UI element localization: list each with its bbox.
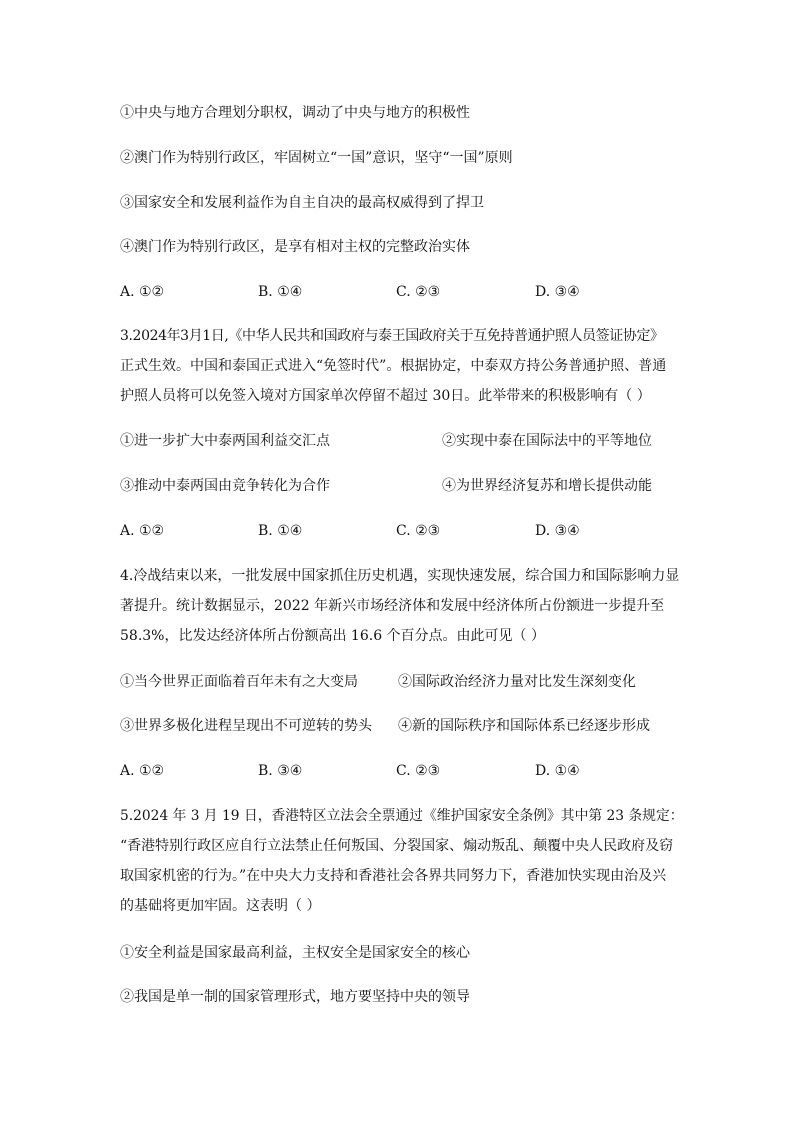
- q2-choice-c: C. ②③: [396, 284, 441, 300]
- q5-option-2: ②我国是单一制的国家管理形式，地方要坚持中央的领导: [120, 989, 470, 1005]
- q4-stem-line-1: 4.冷战结束以来，一批发展中国家抓住历史机遇，实现快速发展，综合国力和国际影响力显: [120, 568, 680, 584]
- q2-choice-d: D. ③④: [535, 284, 580, 300]
- q5-option-1: ①安全利益是国家最高利益，主权安全是国家安全的核心: [120, 945, 470, 961]
- q2-option-3: ③国家安全和发展利益作为自主自决的最高权威得到了捍卫: [120, 195, 484, 211]
- q2-choice-a: A. ①②: [120, 284, 165, 300]
- q4-stem-line-2: 著提升。统计数据显示，2022 年新兴市场经济体和发展中经济体所占份额进一步提升至: [120, 598, 665, 614]
- q5-stem-line-2: “香港特别行政区应自行立法禁止任何叛国、分裂国家、煽动叛乱、颠覆中央人民政府及窃: [120, 838, 674, 854]
- q2-option-4: ④澳门作为特别行政区，是享有相对主权的完整政治实体: [120, 239, 470, 255]
- q4-choice-a: A. ①②: [120, 763, 165, 779]
- q3-choice-d: D. ③④: [535, 523, 580, 539]
- q3-option-2: ②实现中泰在国际法中的平等地位: [442, 433, 652, 449]
- q3-option-4: ④为世界经济复苏和增长提供动能: [442, 478, 652, 494]
- q5-stem-line-3: 取国家机密的行为。”在中央大力支持和香港社会各界共同努力下，香港加快实现由治及兴: [120, 868, 667, 884]
- q3-choice-b: B. ①④: [258, 523, 303, 539]
- q4-stem-line-3: 58.3%，比发达经济体所占份额高出 16.6 个百分点。由此可见（ ）: [120, 628, 545, 644]
- q5-stem-line-1: 5.2024 年 3 月 19 日，香港特区立法会全票通过《维护国家安全条例》其中第 23 条规定：: [120, 808, 684, 824]
- q4-option-3: ③世界多极化进程呈现出不可逆转的势头: [120, 718, 372, 734]
- q3-stem-line-3: 护照人员将可以免签入境对方国家单次停留不超过 30日。此举带来的积极影响有（ ）: [120, 388, 651, 404]
- q2-option-2: ②澳门作为特别行政区，牢固树立“一国”意识，坚守“一国”原则: [120, 150, 513, 166]
- q4-choice-c: C. ②③: [396, 763, 441, 779]
- q4-option-2: ②国际政治经济力量对比发生深刻变化: [398, 674, 636, 690]
- q4-choice-d: D. ①④: [535, 763, 580, 779]
- q5-stem-line-4: 的基础将更加牢固。这表明（ ）: [120, 898, 321, 914]
- q3-choice-c: C. ②③: [396, 523, 441, 539]
- q4-choice-b: B. ③④: [258, 763, 303, 779]
- q3-stem-line-2: 正式生效。中国和泰国正式进入“免签时代”。根据协定，中泰双方持公务普通护照、普通: [120, 358, 667, 374]
- q2-option-1: ①中央与地方合理划分职权，调动了中央与地方的积极性: [120, 105, 470, 121]
- q2-choice-b: B. ①④: [258, 284, 303, 300]
- q3-stem-line-1: 3.2024年3月1日,《中华人民共和国政府与泰王国政府关于互免持普通护照人员签证协定》: [120, 328, 664, 344]
- q3-choice-a: A. ①②: [120, 523, 165, 539]
- q3-option-3: ③推动中泰两国由竞争转化为合作: [120, 478, 330, 494]
- q4-option-1: ①当今世界正面临着百年未有之大变局: [120, 674, 358, 690]
- q3-option-1: ①进一步扩大中泰两国利益交汇点: [120, 433, 330, 449]
- q4-option-4: ④新的国际秩序和国际体系已经逐步形成: [398, 718, 650, 734]
